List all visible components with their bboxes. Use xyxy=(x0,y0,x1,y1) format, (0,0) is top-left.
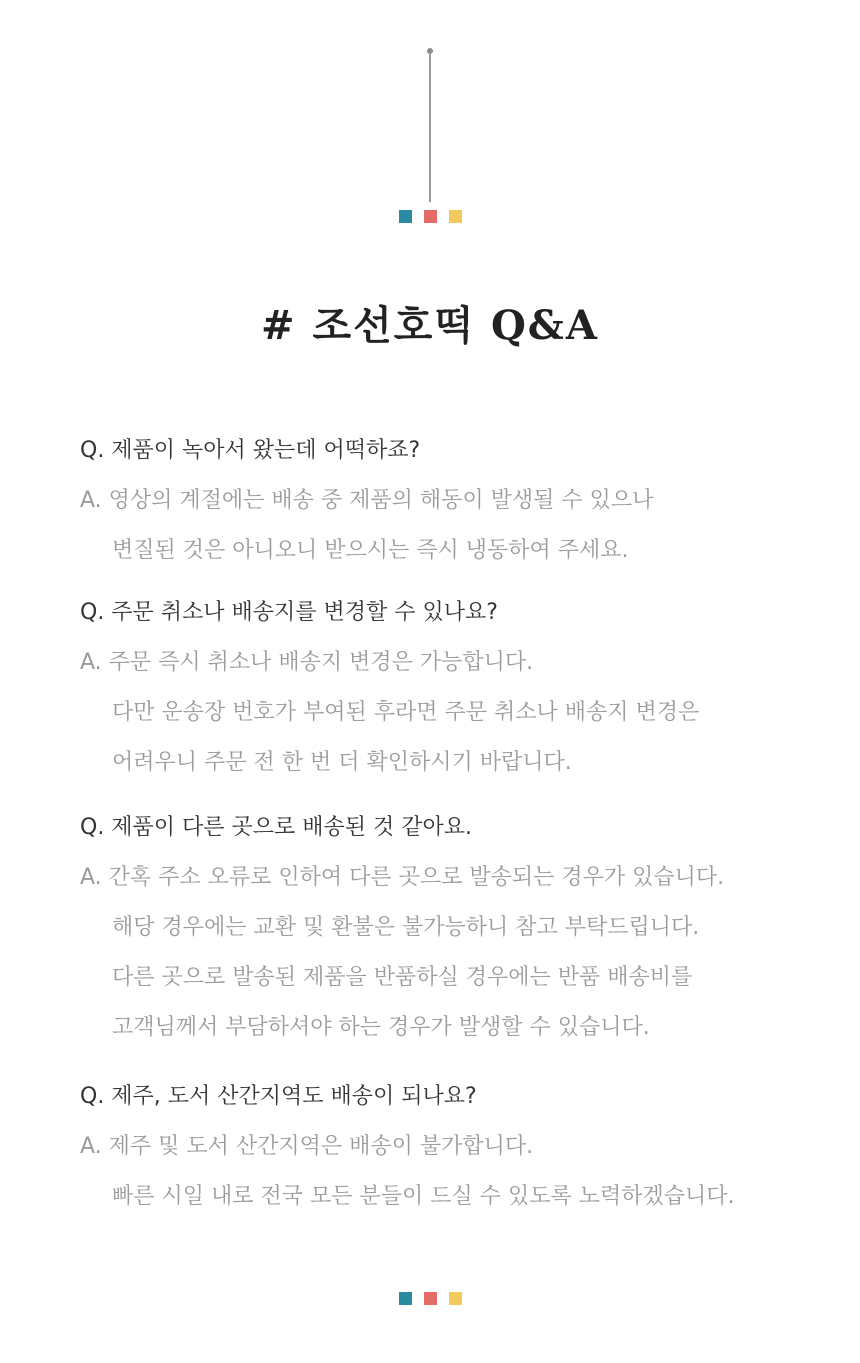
qa-item-4 xyxy=(80,1072,800,1222)
yellow-square xyxy=(449,210,462,223)
teal-square xyxy=(399,1292,412,1305)
question-2: Q. 주문 취소나 배송지를 변경할 수 있나요? xyxy=(80,600,498,625)
qa-item-3 xyxy=(80,803,800,1053)
question-1: Q. 제품이 녹아서 왔는데 어떡하죠? xyxy=(80,438,421,463)
bottom-color-squares xyxy=(0,1292,860,1305)
answer-1-line-1: A. 영상의 계절에는 배송 중 제품의 해동이 발생될 수 있으나 xyxy=(80,488,654,513)
answer-3-line-1: A. 간혹 주소 오류로 인하여 다른 곳으로 발송되는 경우가 있습니다. xyxy=(80,865,725,890)
question-3: Q. 제품이 다른 곳으로 배송된 것 같아요. xyxy=(80,815,473,840)
answer-2-line-3: 어려우니 주문 전 한 번 더 확인하시기 바랍니다. xyxy=(112,750,572,775)
answer-2-line-1: A. 주문 즉시 취소나 배송지 변경은 가능합니다. xyxy=(80,650,534,675)
answer-4-line-2: 빠른 시일 내로 전국 모든 분들이 드실 수 있도록 노력하겠습니다. xyxy=(112,1184,735,1209)
answer-3-line-4: 고객님께서 부담하셔야 하는 경우가 발생할 수 있습니다. xyxy=(112,1015,650,1040)
coral-square xyxy=(424,1292,437,1305)
answer-3-line-2: 해당 경우에는 교환 및 환불은 불가능하니 참고 부탁드립니다. xyxy=(112,915,700,940)
question-4: Q. 제주, 도서 산간지역도 배송이 되나요? xyxy=(80,1084,477,1109)
answer-1-line-2: 변질된 것은 아니오니 받으시는 즉시 냉동하여 주세요. xyxy=(112,538,629,563)
qa-item-2 xyxy=(80,588,800,788)
page-title: # 조선호떡 Q&A xyxy=(261,302,599,349)
answer-4-line-1: A. 제주 및 도서 산간지역은 배송이 불가합니다. xyxy=(80,1134,534,1159)
teal-square xyxy=(399,210,412,223)
qa-item-1 xyxy=(80,426,800,576)
answer-2-line-2: 다만 운송장 번호가 부여된 후라면 주문 취소나 배송지 변경은 xyxy=(112,700,700,725)
answer-3-line-3: 다른 곳으로 발송된 제품을 반품하실 경우에는 반품 배송비를 xyxy=(112,965,693,990)
top-divider-line xyxy=(429,52,431,202)
coral-square xyxy=(424,210,437,223)
top-color-squares xyxy=(0,210,860,223)
yellow-square xyxy=(449,1292,462,1305)
